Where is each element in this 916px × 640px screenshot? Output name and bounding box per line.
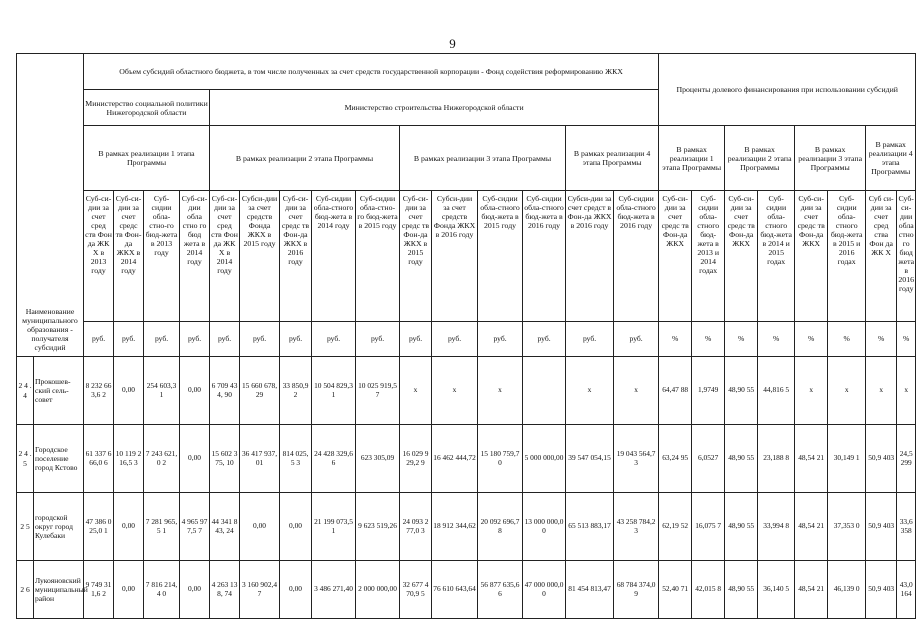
table-cell: x	[432, 357, 478, 425]
column-subheader: Суб-си-дии за счет средс тв Фон-да ЖКХ	[659, 191, 692, 322]
table-cell: x	[795, 357, 828, 425]
municipality-name-header: Наименование муниципального образования - получателя субсидий	[17, 54, 84, 357]
table-cell: 4 263 138, 74	[210, 561, 240, 619]
table-cell: 48,54 21	[795, 493, 828, 561]
table-cell: 68 784 374,09	[614, 561, 659, 619]
column-subheader: Суб-сидии обла-стного бюд-жета в 2015 и 2016 годах	[828, 191, 866, 322]
table-cell: 64,47 88	[659, 357, 692, 425]
column-subheader: Суб-си-дии за счет средс тв Фон-да ЖКХ в 2014 году	[114, 191, 144, 322]
percent-stage4-header: В рамках реализации 4 этапа Программы	[866, 126, 916, 191]
table-cell: 0,00	[114, 493, 144, 561]
table-cell: 47 386 025,0 1	[84, 493, 114, 561]
row-number: 2 6	[17, 561, 34, 619]
unit-cell: %	[758, 322, 795, 357]
table-cell: x	[614, 357, 659, 425]
table-cell	[523, 357, 566, 425]
unit-cell: руб.	[180, 322, 210, 357]
column-subheader: Суб-си-дии обла стно го бюд жета в 2016 году	[897, 191, 916, 322]
table-cell: 10 504 829,31	[312, 357, 356, 425]
table-cell: 0,00	[180, 561, 210, 619]
column-subheader: Суб-си-дии обла стно го бюд жета в 2014 году	[180, 191, 210, 322]
column-subheader: Суб-сидии обла-стного бюд-жета в 2015 году	[478, 191, 523, 322]
table-cell: 50,9 403	[866, 561, 897, 619]
row-number: 2 5	[17, 493, 34, 561]
table-cell: 36,140 5	[758, 561, 795, 619]
table-cell: 50,9 403	[866, 425, 897, 493]
column-subheader: Суб-сидии обла-стно-го бюд-жета в 2015 году	[356, 191, 400, 322]
table-cell: 21 199 073,51	[312, 493, 356, 561]
table-cell: x	[866, 357, 897, 425]
table-cell: 33,6 358	[897, 493, 916, 561]
table-cell: 4 965 977,5 7	[180, 493, 210, 561]
table-cell: 44,816 5	[758, 357, 795, 425]
column-subheader: Суб-сидии обла-стно-го бюд-жета в 2013 году	[144, 191, 180, 322]
table-cell: 43 258 784,23	[614, 493, 659, 561]
unit-cell: %	[828, 322, 866, 357]
table-cell: 33 850,9 2	[280, 357, 312, 425]
table-cell: 37,353 0	[828, 493, 866, 561]
table-cell: 0,00	[280, 493, 312, 561]
column-subheader: Суб-сидии обла-стного бюд-жета в 2014 и 2015 годах	[758, 191, 795, 322]
table-cell: x	[828, 357, 866, 425]
table-cell: 42,015 8	[692, 561, 725, 619]
unit-cell: руб.	[523, 322, 566, 357]
table-cell: 0,00	[114, 357, 144, 425]
unit-cell: руб.	[114, 322, 144, 357]
table-cell: 48,90 55	[725, 493, 758, 561]
table-cell: 1,9749	[692, 357, 725, 425]
table-cell: 32 677 470,9 5	[400, 561, 432, 619]
table-cell: 9 623 519,26	[356, 493, 400, 561]
table-cell: 7 281 965,5 1	[144, 493, 180, 561]
table-row	[17, 425, 916, 493]
table-cell: 3 160 902,47	[240, 561, 280, 619]
stage4-header: В рамках реализации 4 этапа Программы	[566, 126, 659, 191]
table-cell: 16 029 929,2 9	[400, 425, 432, 493]
table-cell: 0,00	[180, 357, 210, 425]
column-subheader: Суб-си-дии за счет средс тв Фон-да ЖКХ	[795, 191, 828, 322]
table-cell: 24 093 277,0 3	[400, 493, 432, 561]
table-cell: 9 749 311,6 2	[84, 561, 114, 619]
table-cell: x	[400, 357, 432, 425]
percent-stage2-header: В рамках реализации 2 этапа Программы	[725, 126, 795, 191]
unit-cell: руб.	[312, 322, 356, 357]
table-cell: x	[478, 357, 523, 425]
table-cell: 16,075 7	[692, 493, 725, 561]
percent-stage3-header: В рамках реализации 3 этапа Программы	[795, 126, 866, 191]
table-cell: 16 462 444,72	[432, 425, 478, 493]
table-cell: 56 877 635,66	[478, 561, 523, 619]
table-cell: 0,00	[280, 561, 312, 619]
table-cell: 24 428 329,66	[312, 425, 356, 493]
column-subheader: Суб-си-дии за счет средс тв Фон-да ЖКХ в 2015 году	[400, 191, 432, 322]
table-cell: 52,40 71	[659, 561, 692, 619]
unit-cell: руб.	[400, 322, 432, 357]
ministry-social: Министерство социальной политики Нижегородской области	[84, 90, 210, 126]
unit-cell: руб.	[210, 322, 240, 357]
table-cell: 30,149 1	[828, 425, 866, 493]
municipality-name: Городское поселение город Кстово	[34, 425, 84, 493]
table-cell: 63,24 95	[659, 425, 692, 493]
stage3-header: В рамках реализации 3 этапа Программы	[400, 126, 566, 191]
stage2-header: В рамках реализации 2 этапа Программы	[210, 126, 400, 191]
table-cell: 50,9 403	[866, 493, 897, 561]
table-cell: 62,19 52	[659, 493, 692, 561]
table-cell: 15 660 678,29	[240, 357, 280, 425]
table-cell: 10 119 216,5 3	[114, 425, 144, 493]
column-subheader: Суб-си-дии за счет сред ств Фон да ЖК Х в 2013 году	[84, 191, 114, 322]
table-cell: 46,139 0	[828, 561, 866, 619]
column-subheader: Субси-дии за счет средств Фонда ЖКХ в 2016 году	[432, 191, 478, 322]
table-cell: 76 610 643,64	[432, 561, 478, 619]
unit-cell: руб.	[280, 322, 312, 357]
municipality-name: Прокошев-ский сель-совет	[34, 357, 84, 425]
table-cell: 13 000 000,00	[523, 493, 566, 561]
table-row	[17, 561, 916, 619]
table-cell: 10 025 919,57	[356, 357, 400, 425]
table-cell: 2 000 000,00	[356, 561, 400, 619]
table-cell: x	[897, 357, 916, 425]
table-cell: 20 092 696,78	[478, 493, 523, 561]
table-row	[17, 493, 916, 561]
table-cell: 5 000 000,00	[523, 425, 566, 493]
table-cell: 44 341 843, 24	[210, 493, 240, 561]
subsidy-table	[16, 53, 916, 619]
volume-title: Объем субсидий областного бюджета, в том числе полученных за счет средств государственной корпорации - Фонд содействия реформированию ЖКХ	[84, 54, 659, 90]
table-cell: 6 709 434, 90	[210, 357, 240, 425]
unit-cell: руб.	[566, 322, 614, 357]
table-cell: 7 243 621,0 2	[144, 425, 180, 493]
table-cell: 48,54 21	[795, 561, 828, 619]
unit-cell: руб.	[144, 322, 180, 357]
unit-cell: %	[725, 322, 758, 357]
page-number: 9	[449, 36, 456, 51]
table-cell: 814 025,5 3	[280, 425, 312, 493]
table-cell: 36 417 937,01	[240, 425, 280, 493]
table-cell: 8 232 663,6 2	[84, 357, 114, 425]
unit-cell: %	[897, 322, 916, 357]
table-cell: 65 513 883,17	[566, 493, 614, 561]
table-cell: 0,00	[180, 425, 210, 493]
column-subheader: Субси-дии за счет средст в Фон-да ЖКХ в 2016 году	[566, 191, 614, 322]
table-cell: 48,90 55	[725, 357, 758, 425]
ministry-construction: Министерство строительства Нижегородской области	[210, 90, 659, 126]
table-cell: 24,5 299	[897, 425, 916, 493]
column-subheader: Суб-си-дии за счет средс тв Фон-да ЖКХ в 2016 году	[280, 191, 312, 322]
unit-cell: руб.	[84, 322, 114, 357]
table-cell: 254 603,3 1	[144, 357, 180, 425]
row-number: 2 4 . 5	[17, 425, 34, 493]
table-row	[17, 357, 916, 425]
table-cell: 47 000 000,00	[523, 561, 566, 619]
unit-cell: %	[866, 322, 897, 357]
table-cell: 6,0527	[692, 425, 725, 493]
column-subheader: Суб-сидии обла-стного бюд-жета в 2016 году	[523, 191, 566, 322]
table-cell: x	[566, 357, 614, 425]
table-cell: 48,90 55	[725, 561, 758, 619]
table-cell: 18 912 344,62	[432, 493, 478, 561]
table-cell: 15 602 375, 10	[210, 425, 240, 493]
stage1-header: В рамках реализации 1 этапа Программы	[84, 126, 210, 191]
municipality-name: Лукояновский муниципальный район	[34, 561, 84, 619]
table-cell: 43,0 164	[897, 561, 916, 619]
unit-cell: руб.	[240, 322, 280, 357]
municipality-name: городской округ город Кулебаки	[34, 493, 84, 561]
unit-cell: %	[659, 322, 692, 357]
unit-cell: руб.	[432, 322, 478, 357]
table-cell: 19 043 564,73	[614, 425, 659, 493]
column-subheader: Суб-сидии обла-стного бюд-жета в 2013 и 2014 годах	[692, 191, 725, 322]
percent-stage1-header: В рамках реализации 1 этапа Программы	[659, 126, 725, 191]
column-subheader: Суб-сидии обла-стного бюд-жета в 2016 году	[614, 191, 659, 322]
table-cell: 15 180 759,70	[478, 425, 523, 493]
percent-title: Проценты долевого финансирования при использовании субсидий	[659, 54, 916, 126]
table-cell: 33,994 8	[758, 493, 795, 561]
unit-cell: руб.	[356, 322, 400, 357]
table-cell: 61 337 666,0 6	[84, 425, 114, 493]
table-cell: 0,00	[114, 561, 144, 619]
table-cell: 0,00	[240, 493, 280, 561]
unit-cell: %	[692, 322, 725, 357]
table-cell: 48,54 21	[795, 425, 828, 493]
table-cell: 23,188 8	[758, 425, 795, 493]
unit-cell: руб.	[614, 322, 659, 357]
column-subheader: Субси-дии за счет средств Фонда ЖКХ в 2015 году	[240, 191, 280, 322]
column-subheader: Суб-си-дии за счет сред ств Фон да ЖК Х в 2014 году	[210, 191, 240, 322]
table-cell: 48,90 55	[725, 425, 758, 493]
row-number: 2 4 . 4	[17, 357, 34, 425]
table-cell: 39 547 054,15	[566, 425, 614, 493]
column-subheader: Суб-сидии обла-стного бюд-жета в 2014 году	[312, 191, 356, 322]
table-cell: 623 305,09	[356, 425, 400, 493]
unit-cell: руб.	[478, 322, 523, 357]
table-cell: 81 454 813,47	[566, 561, 614, 619]
unit-cell: %	[795, 322, 828, 357]
column-subheader: Суб си-дии за счет сред ства Фон да ЖК Х	[866, 191, 897, 322]
column-subheader: Суб-си-дии за счет средс тв Фон-да ЖКХ	[725, 191, 758, 322]
table-cell: 7 816 214,4 0	[144, 561, 180, 619]
table-cell: 3 486 271,40	[312, 561, 356, 619]
